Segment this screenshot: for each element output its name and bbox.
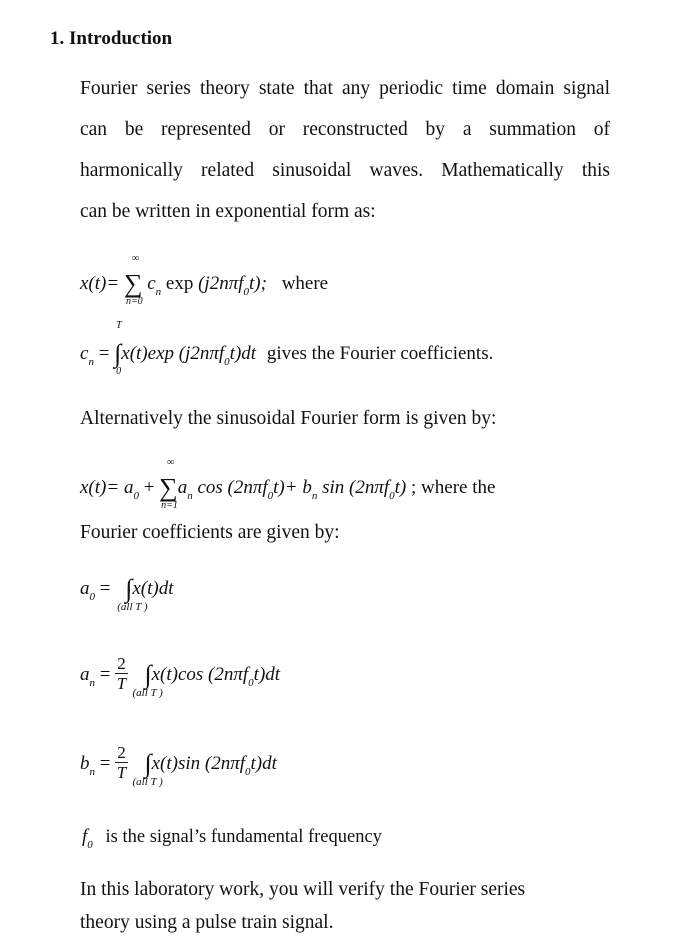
eq6-numerator: 2 [117,743,126,762]
eq4-body: x(t)dt [132,578,174,599]
integral-symbol: ∫ [114,339,122,368]
eq1-arg-end: t); [249,273,267,294]
integral-symbol: ∫ [144,748,152,778]
eq2-tail: gives the Fourier coefficients. [266,343,494,364]
eq1-lower-limit: n=0 [125,296,143,307]
eq5-body: x(t)cos (2nπf [151,663,249,685]
f0-sub: 0 [87,839,93,851]
closing-line-2: theory using a pulse train signal. [80,912,334,933]
eq6-range: (all T ) [132,775,163,788]
eq5-fraction [115,654,128,693]
eq5-equals: = [95,663,116,685]
eq6-body: x(t)sin (2nπf [151,752,246,774]
section-heading: 1. Introduction [50,28,173,49]
eq1-where: where [281,273,329,294]
eq3-a-sub: n [187,490,193,502]
eq3-b-sub: n [311,490,318,502]
equation-bn [80,743,277,788]
eq5-numerator: 2 [117,654,126,673]
eq2-sub-zero: 0 [224,356,230,368]
eq6-body-end: t)dt [250,752,277,774]
coefficients-line: Fourier coefficients are given by: [80,522,340,543]
eq3-upper-limit: ∞ [167,457,175,468]
eq1-coef-sub: n [155,286,162,298]
eq3-lhs: x(t)= a [80,477,134,498]
equation-sinusoidal-form [80,457,496,511]
eq1-coef: c [147,273,156,294]
eq3-sin: sin (2nπf [317,477,390,498]
intro-line-2: can be represented or reconstructed by a summation of [80,119,610,140]
fundamental-frequency-line [82,826,382,851]
integral-symbol: ∫ [144,659,152,689]
eq3-tail: ; where the [406,477,496,498]
eq3-sub-zero-3: 0 [389,490,395,502]
eq1-lhs: x(t)= [80,273,120,294]
eq3-cos: cos (2nπf [192,477,268,498]
eq3-mid: t)+ b [273,477,312,498]
intro-paragraph [80,76,610,225]
eq3-sum [159,457,178,511]
eq6-lhs-sub: n [89,765,95,778]
eq3-plus: + [138,477,160,498]
eq4-lhs: a [80,578,90,599]
eq3-end: t) [394,477,407,498]
eq5-lhs: a [80,663,90,685]
eq4-equals: = [95,578,116,599]
eq5-sub-zero: 0 [248,676,254,689]
eq5-range: (all T ) [132,686,163,699]
alternative-form-line: Alternatively the sinusoidal Fourier form is given by: [80,408,497,429]
eq3-lower-limit: n=1 [161,500,178,511]
eq2-body: x(t)exp (j2nπf [121,343,225,364]
eq2-lhs: c [80,343,89,364]
eq4-lhs-sub: 0 [89,591,95,603]
intro-line-3: harmonically related sinusoidal waves. Mathematically this [80,160,610,181]
eq4-integral [117,571,148,613]
closing-paragraph [80,877,610,936]
sigma-symbol: ∑ [123,269,143,298]
eq6-denominator: T [116,763,127,782]
eq5-integral [132,657,163,699]
eq6-equals: = [95,752,116,774]
eq6-sub-zero: 0 [245,765,251,778]
equation-a0 [80,571,174,613]
eq5-denominator: T [116,674,127,693]
eq5-body-end: t)dt [253,663,281,685]
eq2-lower-limit: 0 [116,366,122,377]
intro-line-1: Fourier series theory state that any periodic time domain signal [80,78,610,99]
eq2-equals: = [93,343,115,364]
eq6-lhs: b [80,752,90,774]
eq1-arg: (j2nπf [198,273,244,294]
eq2-upper-limit: T [116,320,122,331]
f0-text: is the signal’s fundamental frequency [105,827,382,847]
eq5-lhs-sub: n [89,676,95,689]
eq1-sub-zero: 0 [243,286,250,298]
closing-line-1: In this laboratory work, you will verify the Fourier series [80,879,526,900]
equation-exponential-form [80,253,329,307]
eq6-fraction [115,743,128,782]
sigma-symbol: ∑ [159,473,178,502]
eq2-body-end: t)dt [229,343,257,364]
eq1-upper-limit: ∞ [131,253,140,264]
intro-line-4: can be written in exponential form as: [80,201,376,222]
eq2-lhs-sub: n [88,356,94,368]
eq3-sub-zero: 0 [133,490,139,502]
eq3-a: a [177,477,188,498]
eq3-sub-zero-2: 0 [267,490,274,502]
eq6-integral [132,746,163,788]
eq1-sum [123,253,143,307]
eq4-range: (all T ) [117,601,148,613]
eq2-integral [114,320,122,377]
eq1-exp: exp [161,273,199,294]
equation-an [80,654,281,699]
equation-coefficient [80,320,494,377]
f0-symbol: f [82,826,88,847]
integral-symbol: ∫ [125,574,133,603]
